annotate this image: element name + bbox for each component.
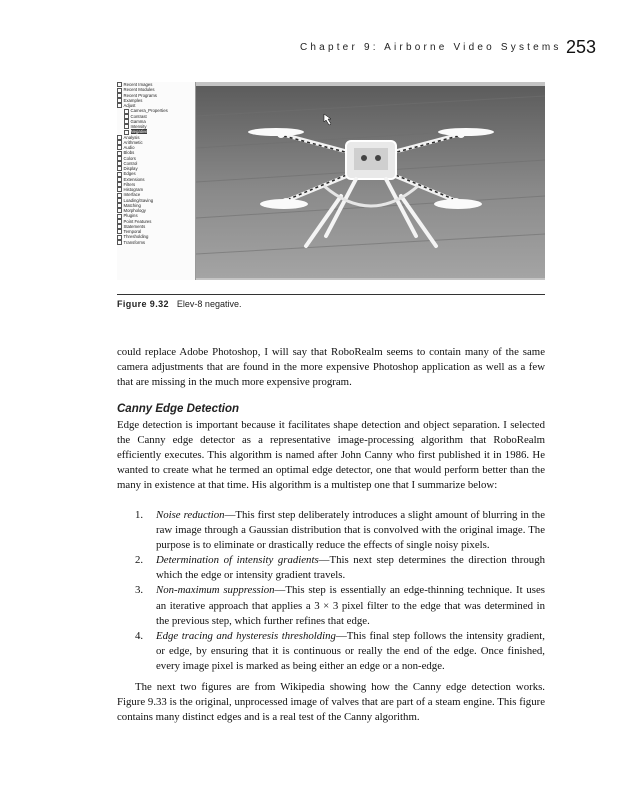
step-item (135, 629, 545, 674)
tree-leaf-icon (124, 109, 129, 114)
tree-expand-icon (117, 151, 122, 156)
tree-expand-icon (117, 193, 122, 198)
tree-item-label: Thresholding (123, 234, 149, 240)
tree-item-label: Examples (123, 97, 143, 103)
tree-item-label: Recent Modules (123, 87, 155, 93)
tree-item-label: Negative (130, 129, 148, 135)
tree-item-label: Point Features (123, 218, 152, 224)
tree-item-label: Analysis (123, 134, 140, 140)
tree-item-label: Audio (123, 145, 135, 150)
tree-item-label: Recent Images (123, 82, 153, 87)
step-text: —This final step follows the intensity gradient, or edge, by ensuring that it is continuous or really the end of the edge. Once finished, every image pixel is marked as being either an edge or a non-edge. (156, 629, 545, 672)
tree-expand-icon (117, 214, 122, 219)
tree-item-label: Arithmetic (123, 139, 143, 145)
tree-item-label: Filters (123, 181, 136, 187)
figure-caption-text: Elev-8 negative. (176, 299, 242, 309)
module-tree-panel (117, 82, 196, 280)
tree-item-label: Extensions (123, 176, 145, 182)
tree-item-label: Camera_Properties (130, 108, 168, 114)
step-term: Determination of intensity gradients (156, 554, 319, 567)
step-text: —This next step determines the direction through which the edge or intensity gradient travels. (156, 554, 545, 582)
tree-item-label: Adjust (123, 103, 136, 108)
tree-item-label: Colors (123, 155, 136, 161)
tree-item-label: Intensity (130, 124, 147, 129)
step-number: 1. (135, 509, 144, 521)
figure-label: Figure 9.32 (117, 299, 169, 309)
tree-item-label: Temporal (123, 229, 142, 234)
tree-item-label: Plugins (123, 213, 138, 219)
step-text: —This first step deliberately introduces a slight amount of blurring in the raw image through a Gaussian distribution that is convolved with the original image. The purpose is to eliminate or drastically reduce the effects of single noisy pixels. (156, 509, 545, 552)
intro-paragraph: could replace Adobe Photoshop, I will say that RoboRealm seems to contain many of the same camera adjustments that are found in the more expensive Photoshop application as well as a few that are missing in the much more expensive program. (117, 346, 545, 389)
tree-expand-icon (117, 88, 122, 93)
figure-rule (117, 294, 545, 295)
step-number: 2. (135, 554, 144, 567)
tree-item-label: Interface (123, 192, 141, 198)
figure-caption (117, 299, 241, 309)
steps-list (135, 508, 545, 674)
tree-item-label: Matching (123, 202, 141, 208)
tree-item-label: Loading/Saving (123, 197, 154, 203)
step-item (135, 583, 545, 628)
tree-item-label: Histogram (123, 187, 144, 192)
step-item (135, 508, 545, 553)
drone-negative-image (196, 86, 545, 278)
image-canvas (196, 86, 545, 278)
section-heading: Canny Edge Detection (117, 403, 240, 415)
step-item (135, 553, 545, 583)
tree-item-label: Control (123, 160, 138, 166)
tree-item-label: Display (123, 166, 138, 171)
tree-item-label: Edges (123, 171, 136, 177)
step-text: —This step is essentially an edge-thinning technique. It uses an iterative approach that applies a 3 × 3 pixel filter to the edge that was determined in the previous step, which further refines that edge. (156, 584, 545, 627)
tree-item-label: Recent Programs (123, 92, 157, 98)
page-number: 253 (566, 37, 597, 57)
tree-item-label: Statements (123, 223, 146, 229)
tree-expand-icon (117, 172, 122, 177)
tree-item-label: Contrast (130, 113, 147, 119)
figure-screenshot (117, 82, 545, 280)
tree-item-label: Gamma (130, 118, 146, 124)
closing-paragraph: The next two figures are from Wikipedia showing how the Canny edge detection works. Figure 9.33 is the original, unprocessed image of valves that are part of a steam engine. This figure contains many distinct edges and is a real test of the Canny algorithm. (117, 681, 545, 724)
tree-expand-icon (117, 103, 122, 108)
section-paragraph: Edge detection is important because it facilitates shape detection and object separation. I selected the Canny edge detector as a representative image-processing algorithm that RoboRealm efficiently executes. This algorithm is named after John Canny who first published it in 1986. He wanted to create what he termed an optimal edge detector, one that would perform better than the many in existence at that time. His algorithm is a multistep one that I summarize below: (117, 419, 545, 492)
step-term: Edge tracing and hysteresis thresholding (156, 629, 336, 642)
tree-item-label: Blobs (123, 150, 135, 156)
step-number: 4. (135, 629, 144, 642)
tree-item-label: Transforms (123, 239, 146, 245)
tree-expand-icon (117, 240, 122, 245)
tree-expand-icon (117, 235, 122, 240)
running-head: Chapter 9: Airborne Video Systems (300, 42, 562, 53)
tree-item[interactable] (117, 240, 195, 245)
tree-item-label: Morphology (123, 208, 146, 213)
step-number: 3. (135, 584, 144, 597)
step-term: Non-maximum suppression (156, 584, 275, 597)
step-term: Noise reduction (156, 509, 225, 521)
